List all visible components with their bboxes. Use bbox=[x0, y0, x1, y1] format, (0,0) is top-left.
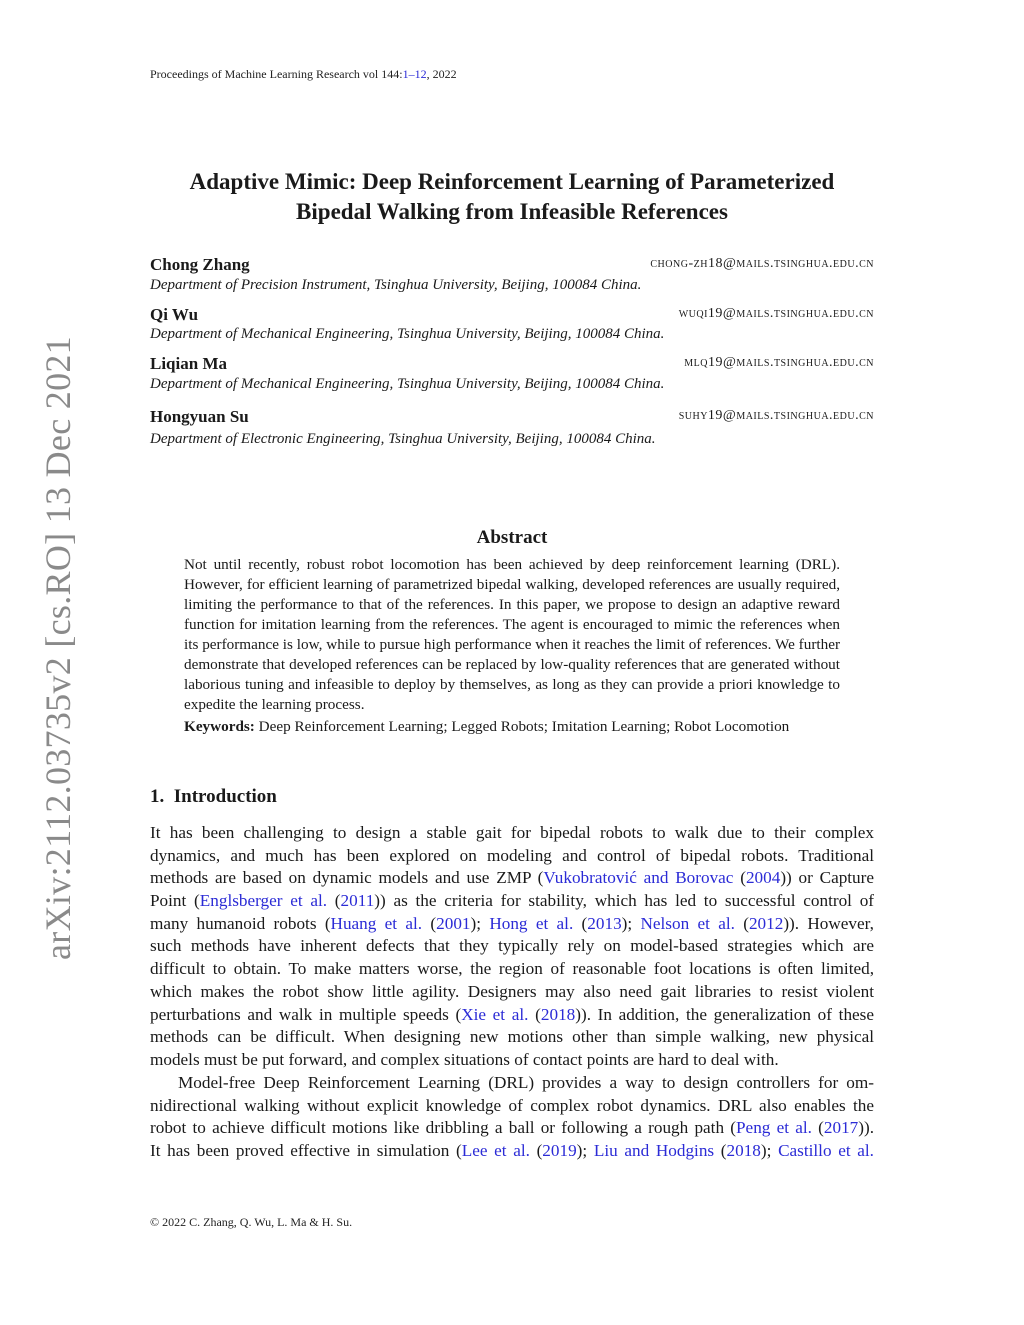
author-name: Chong Zhang bbox=[150, 255, 250, 274]
line-text: ( bbox=[714, 1141, 727, 1161]
line-text: ( bbox=[529, 1141, 543, 1161]
text-line bbox=[150, 981, 874, 1004]
text-line bbox=[150, 1072, 874, 1095]
text-line bbox=[150, 1049, 874, 1072]
text-line bbox=[150, 822, 874, 845]
author-block bbox=[150, 255, 874, 275]
line-text: ( bbox=[734, 913, 749, 933]
author-affiliation: Department of Mechanical Engineering, Tsinghua University, Beijing, 100084 China. bbox=[150, 376, 665, 392]
text-line bbox=[150, 913, 874, 936]
text-line bbox=[150, 1140, 874, 1163]
first-page-link[interactable]: 1 bbox=[402, 67, 409, 81]
citation-link[interactable]: 2018 bbox=[726, 1141, 761, 1161]
author-block bbox=[150, 305, 874, 325]
citation-link[interactable]: 2017 bbox=[823, 1118, 859, 1138]
line-text: It has been challenging to design a stable gait for bipedal robots to walk due to their complex bbox=[150, 823, 874, 842]
citation-link[interactable]: Liu and Hodgins bbox=[593, 1141, 715, 1161]
line-text: ( bbox=[573, 913, 588, 933]
text-line bbox=[150, 958, 874, 981]
citation-link[interactable]: 2011 bbox=[340, 891, 375, 911]
text-line bbox=[150, 935, 874, 958]
line-text: ( bbox=[327, 891, 341, 911]
citation-link[interactable]: Vukobratović and Borovac bbox=[543, 868, 734, 888]
line-text: methods can be difficult. When designing new motions other than simple walking, new physical bbox=[150, 1027, 874, 1047]
text-line bbox=[150, 1026, 874, 1049]
citation-link[interactable]: 2018 bbox=[540, 1004, 576, 1024]
line-text: Model-free Deep Reinforcement Learning (DRL) provides a way to design controllers for om- bbox=[178, 1073, 874, 1092]
citation-link[interactable]: Castillo et al. bbox=[778, 1141, 874, 1161]
author-email: suhy19@mails.tsinghua.edu.cn bbox=[678, 408, 874, 423]
line-text: )). bbox=[858, 1118, 874, 1138]
copyright-footer: © 2022 C. Zhang, Q. Wu, L. Ma & H. Su. bbox=[150, 1215, 353, 1229]
text-line bbox=[150, 867, 874, 890]
line-text: ( bbox=[733, 868, 746, 888]
author-block bbox=[150, 354, 874, 374]
citation-link[interactable]: 2004 bbox=[745, 868, 781, 888]
text-line bbox=[150, 1117, 874, 1140]
author-name: Hongyuan Su bbox=[150, 407, 249, 426]
running-header: Proceedings of Machine Learning Research vol 144:1–12, 2022 bbox=[150, 67, 457, 81]
line-text: )) as the criteria for stability, which has led to successful control of bbox=[374, 891, 875, 911]
text-line bbox=[150, 845, 874, 868]
intro-paragraph-2 bbox=[150, 1072, 874, 1163]
keywords bbox=[184, 717, 840, 737]
line-text: )). In addition, the generalization of these bbox=[575, 1004, 874, 1024]
text-line bbox=[150, 1004, 874, 1027]
citation-link[interactable]: Peng et al. bbox=[736, 1118, 812, 1138]
line-text: )) or Capture bbox=[780, 868, 875, 888]
line-text: ); bbox=[576, 1141, 594, 1161]
paper-title: Adaptive Mimic: Deep Reinforcement Learning of Parameterized Bipedal Walking from Infeasible References bbox=[189, 169, 835, 224]
line-text: nidirectional walking without explicit knowledge of complex robot dynamics. DRL also enables the bbox=[150, 1095, 874, 1115]
line-text: dynamics, and much has been explored on modeling and control of bipedal robots. Traditional bbox=[150, 845, 874, 865]
author-email: mlq19@mails.tsinghua.edu.cn bbox=[684, 355, 874, 370]
line-text: which makes the robot show little agility. Designers may also need gait libraries to resist violent bbox=[150, 981, 874, 1001]
keywords-label: Keywords: bbox=[184, 718, 255, 735]
line-text: models must be put forward, and complex situations of contact points are hard to deal with. bbox=[150, 1049, 779, 1069]
line-text: ); bbox=[621, 913, 641, 933]
author-email: wuqi19@mails.tsinghua.edu.cn bbox=[678, 306, 874, 321]
line-text: Point ( bbox=[150, 891, 200, 911]
citation-link[interactable]: 2012 bbox=[748, 913, 784, 933]
author-name: Liqian Ma bbox=[150, 354, 227, 373]
author-affiliation: Department of Mechanical Engineering, Tsinghua University, Beijing, 100084 China. bbox=[150, 326, 665, 342]
citation-link[interactable]: Englsberger et al. bbox=[199, 891, 328, 911]
line-text: ( bbox=[528, 1004, 541, 1024]
text-line bbox=[150, 890, 874, 913]
author-affiliation: Department of Electronic Engineering, Tsinghua University, Beijing, 100084 China. bbox=[150, 431, 656, 447]
citation-link[interactable]: Hong et al. bbox=[489, 913, 574, 933]
abstract-heading: Abstract bbox=[476, 527, 548, 548]
arxiv-stamp: arXiv:2112.03735v2 [cs.RO] 13 Dec 2021 bbox=[38, 336, 78, 960]
text-line bbox=[150, 1095, 874, 1118]
line-text: such methods have inherent defects that they typically rely on model-based strategies which are bbox=[150, 936, 874, 956]
citation-link[interactable]: 2013 bbox=[587, 913, 622, 933]
author-affiliation: Department of Precision Instrument, Tsinghua University, Beijing, 100084 China. bbox=[150, 277, 642, 293]
line-text: ( bbox=[422, 913, 437, 933]
citation-link[interactable]: Lee et al. bbox=[461, 1141, 530, 1161]
line-text: difficult to obtain. To make matters worse, the region of reasonable foot locations is often limited, bbox=[150, 959, 874, 979]
citation-link[interactable]: 2019 bbox=[542, 1141, 577, 1161]
citation-link[interactable]: Xie et al. bbox=[461, 1004, 529, 1024]
keywords-list: Deep Reinforcement Learning; Legged Robots; Imitation Learning; Robot Locomotion bbox=[258, 718, 790, 735]
line-text: methods are based on dynamic models and use ZMP ( bbox=[150, 868, 544, 888]
last-page-link[interactable]: 12 bbox=[414, 67, 427, 81]
section-heading: 1. Introduction bbox=[150, 786, 277, 807]
author-email: chong-zh18@mails.tsinghua.edu.cn bbox=[650, 256, 874, 271]
abstract-text: Not until recently, robust robot locomotion has been achieved by deep reinforcement learning (DRL). However, for efficient learning of parametrized bipedal walking, developed references are usually required, limiting the performance to that of the references. In this paper, we propose to design an adaptive reward function for imitation learning from the references. The agent is encouraged to mimic the references when its performance is low, while to pursue high performance when it reaches the limit of references. We further demonstrate that developed references can be replaced by low-quality references that are generated without laborious tuning and infeasible to deploy by themselves, as long as they can provide a priori knowledge to expedite the learning process. bbox=[184, 556, 840, 713]
citation-link[interactable]: Nelson et al. bbox=[640, 913, 735, 933]
line-text: )). However, bbox=[783, 913, 874, 933]
line-text: ); bbox=[470, 913, 490, 933]
citation-link[interactable]: Huang et al. bbox=[330, 913, 423, 933]
author-block bbox=[150, 407, 874, 427]
line-text: ); bbox=[760, 1141, 779, 1161]
line-text: perturbations and walk in multiple speeds ( bbox=[150, 1004, 462, 1024]
line-text: It has been proved effective in simulation ( bbox=[150, 1141, 462, 1161]
line-text: many humanoid robots ( bbox=[150, 913, 331, 933]
citation-link[interactable]: 2001 bbox=[436, 913, 471, 933]
line-text: robot to achieve difficult motions like dribbling a ball or following a rough path ( bbox=[150, 1118, 736, 1138]
line-text: ( bbox=[811, 1118, 824, 1138]
author-name: Qi Wu bbox=[150, 305, 199, 324]
intro-paragraph-1 bbox=[150, 822, 874, 1072]
